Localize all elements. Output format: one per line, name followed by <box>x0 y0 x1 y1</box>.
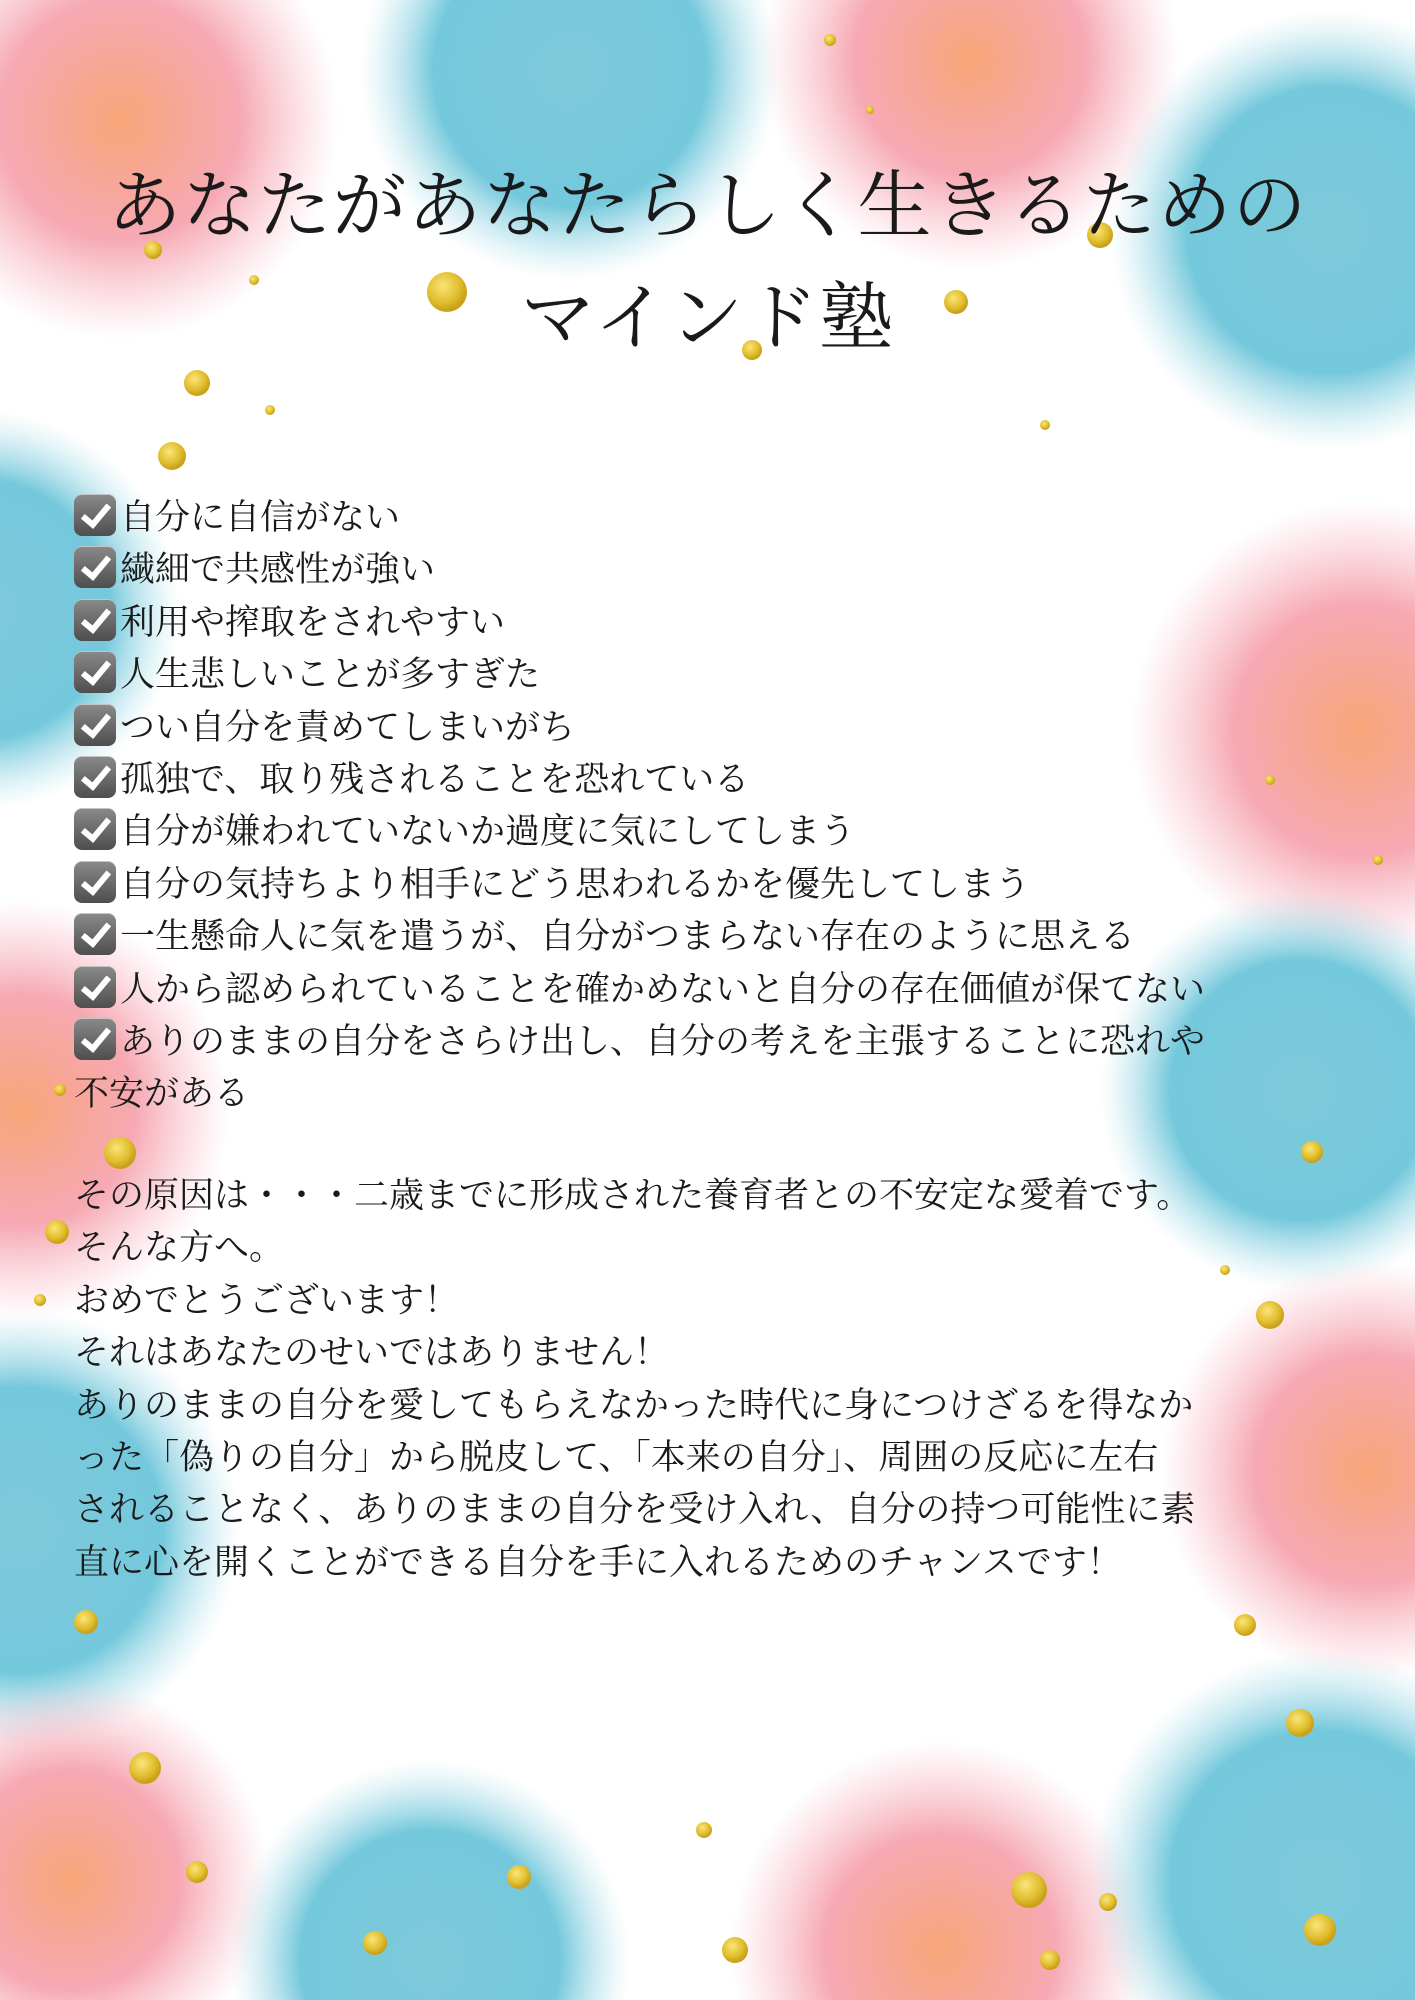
checkbox-checked-icon <box>74 651 116 693</box>
checklist-item <box>74 597 1344 649</box>
checklist-item-text: 自分が嫌われていないか過度に気にしてしまう <box>120 812 856 853</box>
checklist-item-text: つい自分を責めてしまいがち <box>120 707 576 748</box>
body-line: ありのままの自分を愛してもらえなかった時代に身につけざるを得なか <box>74 1385 1194 1426</box>
body-line: そんな方へ。 <box>74 1228 285 1269</box>
checklist-item-text: 自分に自信がない <box>120 498 401 538</box>
checklist <box>74 492 1344 1121</box>
checklist-item-text: 一生懸命人に気を遣うが、自分がつまらない存在のように思える <box>120 917 1136 958</box>
checklist-item-text: 利用や搾取をされやすい <box>120 602 506 643</box>
checklist-item-continuation <box>74 1068 1344 1120</box>
checklist-item-text: 人生悲しいことが多すぎた <box>120 655 541 696</box>
body-line: おめでとうございます！ <box>74 1280 460 1321</box>
body-line: その原因は・・・二歳までに形成された養育者との不安定な愛着です。 <box>74 1176 1192 1216</box>
checklist-item-text: 人から認められていることを確かめないと自分の存在価値が保てない <box>120 969 1206 1010</box>
body-text <box>74 1170 1344 1589</box>
checklist-item <box>74 964 1344 1016</box>
checklist-item <box>74 911 1344 963</box>
checklist-item-text: 不安がある <box>74 1074 250 1115</box>
body-line: った「偽りの自分」から脱皮して、「本来の自分」、周囲の反応に左右 <box>74 1438 1159 1479</box>
checklist-item-text: 繊細で共感性が強い <box>120 550 436 591</box>
checkbox-checked-icon <box>74 704 116 746</box>
checkbox-checked-icon <box>74 966 116 1008</box>
checkbox-checked-icon <box>74 913 116 955</box>
checklist-item-text: 孤独で、取り残されることを恐れている <box>120 760 750 801</box>
checklist-item <box>74 492 1344 544</box>
checkbox-checked-icon <box>74 494 116 536</box>
checkbox-checked-icon <box>74 756 116 798</box>
checkbox-checked-icon <box>74 1018 116 1060</box>
checklist-item <box>74 806 1344 858</box>
checklist-item <box>74 859 1344 911</box>
body-line: 直に心を開くことができる自分を手に入れるためのチャンスです！ <box>74 1542 1122 1583</box>
body-line: されることなく、ありのままの自分を受け入れ、自分の持つ可能性に素 <box>74 1490 1196 1531</box>
checkbox-checked-icon <box>74 546 116 588</box>
checklist-item-text: ありのままの自分をさらけ出し、自分の考えを主張することに恐れや <box>120 1022 1206 1063</box>
checkbox-checked-icon <box>74 599 116 641</box>
title-line-1: あなたがあなたらしく生きるための <box>107 163 1308 249</box>
checkbox-checked-icon <box>74 861 116 903</box>
body-line: それはあなたのせいではありません！ <box>74 1333 670 1374</box>
page-title <box>40 150 1375 374</box>
checklist-item <box>74 649 1344 701</box>
checklist-item-text: 自分の気持ちより相手にどう思われるかを優先してしまう <box>120 864 1031 905</box>
checklist-item <box>74 754 1344 806</box>
checklist-item <box>74 544 1344 596</box>
checkbox-checked-icon <box>74 808 116 850</box>
checklist-item <box>74 1016 1344 1068</box>
title-line-2: マインド塾 <box>520 275 895 361</box>
checklist-item <box>74 702 1344 754</box>
